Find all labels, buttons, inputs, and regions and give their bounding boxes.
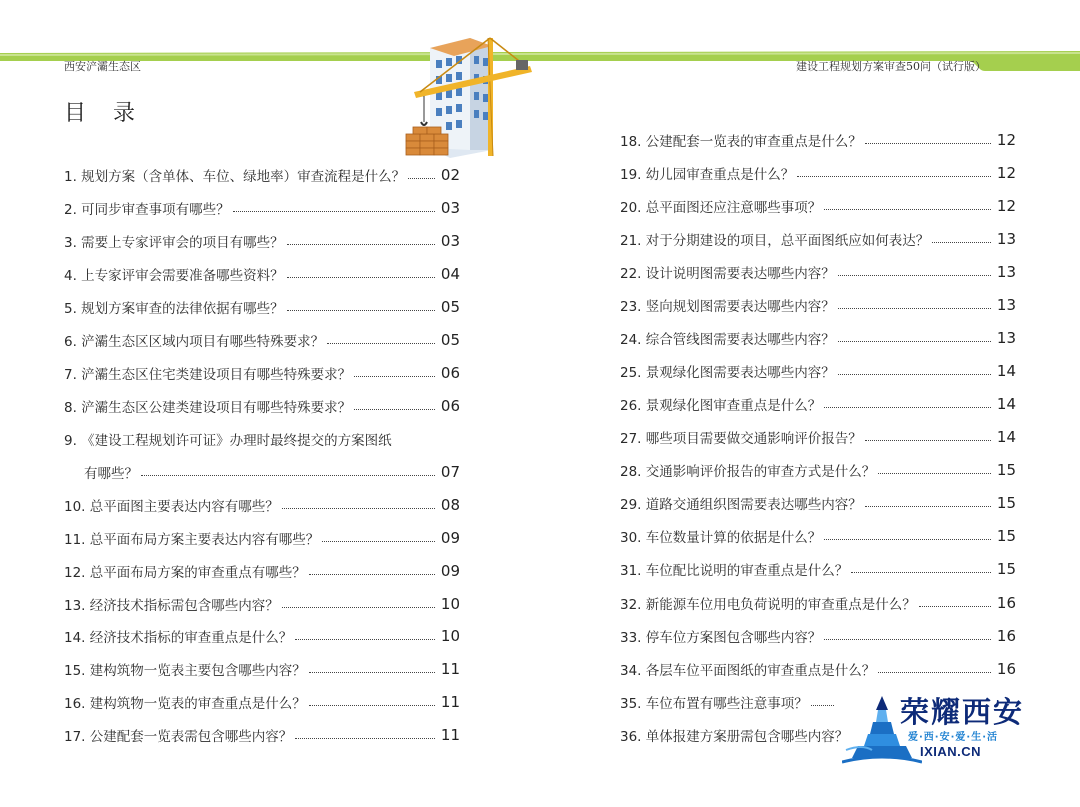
toc-entry[interactable] (64, 164, 460, 186)
toc-entry-page: 09 (440, 562, 460, 580)
toc-leader-dots (233, 211, 435, 212)
toc-entry[interactable] (64, 593, 460, 615)
toc-entry-label: 28. 交通影响评价报告的审查方式是什么？ (620, 464, 876, 480)
toc-entry-label: 1. 规划方案（含单体、车位、绿地率）审查流程是什么？ (64, 169, 406, 185)
toc-entry-label: 8. 浐灞生态区公建类建设项目有哪些特殊要求？ (64, 400, 352, 416)
toc-entry[interactable] (64, 560, 460, 582)
toc-entry-label: 4. 上专家评审会需要准备哪些资料？ (64, 268, 284, 284)
toc-entry-page: 08 (440, 496, 460, 514)
toc-entry[interactable] (620, 724, 850, 746)
toc-entry[interactable] (620, 393, 1016, 415)
toc-entry-label: 21. 对于分期建设的项目，总平面图纸应如何表达？ (620, 233, 930, 249)
toc-entry-page: 15 (996, 461, 1016, 479)
toc-entry[interactable] (620, 426, 1016, 448)
toc-leader-dots (811, 705, 834, 706)
toc-leader-dots (824, 407, 991, 408)
toc-entry-page: 05 (440, 331, 460, 349)
toc-entry-page: 12 (996, 197, 1016, 215)
toc-entry-page: 13 (996, 296, 1016, 314)
toc-leader-dots (282, 508, 435, 509)
toc-entry-label: 6. 浐灞生态区区域内项目有哪些特殊要求？ (64, 334, 325, 350)
toc-leader-dots (322, 541, 435, 542)
toc-entry[interactable] (64, 263, 460, 285)
toc-entry[interactable] (620, 195, 1016, 217)
toc-entry-page: 04 (440, 265, 460, 283)
toc-entry-page: 05 (440, 298, 460, 316)
toc-entry-page: 02 (440, 166, 460, 184)
toc-entry[interactable] (620, 294, 1016, 316)
toc-entry-label: 18. 公建配套一览表的审查重点是什么？ (620, 134, 862, 150)
toc-entry-page: 06 (440, 397, 460, 415)
toc-entry-page: 13 (996, 329, 1016, 347)
toc-entry[interactable] (620, 228, 1016, 250)
logo-url-text: IXIAN.CN (920, 744, 982, 759)
toc-entry-label: 32. 新能源车位用电负荷说明的审查重点是什么？ (620, 597, 916, 613)
toc-entry-page: 16 (996, 627, 1016, 645)
toc-leader-dots (838, 374, 991, 375)
toc-entry-page: 11 (440, 693, 460, 711)
toc-leader-dots (287, 310, 435, 311)
toc-entry-label: 16. 建构筑物一览表的审查重点是什么？ (64, 696, 306, 712)
toc-leader-dots (919, 606, 991, 607)
toc-leader-dots (141, 475, 435, 476)
toc-leader-dots (295, 738, 435, 739)
toc-entry-page: 09 (440, 529, 460, 547)
toc-leader-dots (354, 409, 435, 410)
toc-entry[interactable] (620, 261, 1016, 283)
toc-leader-dots (824, 209, 991, 210)
toc-entry-page: 06 (440, 364, 460, 382)
toc-entry-page: 03 (440, 199, 460, 217)
toc-leader-dots (824, 539, 991, 540)
toc-entry[interactable] (620, 525, 1016, 547)
toc-leader-dots (295, 639, 435, 640)
toc-leader-dots (282, 607, 435, 608)
toc-entry-label: 22. 设计说明图需要表达哪些内容？ (620, 266, 835, 282)
toc-entry-label: 30. 车位数量计算的依据是什么？ (620, 530, 822, 546)
toc-leader-dots (327, 343, 435, 344)
toc-leader-dots (932, 242, 991, 243)
toc-leader-dots (287, 277, 435, 278)
logo-main-text: 荣耀西安 (900, 695, 1025, 729)
toc-entry-label: 29. 道路交通组织图需要表达哪些内容？ (620, 497, 862, 513)
toc-entry[interactable] (620, 327, 1016, 349)
toc-entry-label: 2. 可同步审查事项有哪些？ (64, 202, 230, 218)
toc-entry[interactable] (620, 625, 1016, 647)
toc-entry-page: 14 (996, 395, 1016, 413)
toc-entry[interactable] (620, 459, 1016, 481)
toc-entry-page: 15 (996, 527, 1016, 545)
logo-sub-text: 爱·西·安·爱·生·活 (908, 732, 998, 743)
toc-leader-dots (309, 672, 435, 673)
toc-entry-label: 23. 竖向规划图需要表达哪些内容？ (620, 299, 835, 315)
toc-entry-page: 10 (440, 595, 460, 613)
toc-entry-label: 31. 车位配比说明的审查重点是什么？ (620, 563, 849, 579)
toc-leader-dots (838, 308, 991, 309)
toc-entry-label: 10. 总平面图主要表达内容有哪些？ (64, 499, 279, 515)
toc-entry[interactable] (64, 527, 460, 549)
toc-leader-dots (309, 574, 435, 575)
toc-entry-label: 11. 总平面布局方案主要表达内容有哪些？ (64, 532, 320, 548)
toc-entry[interactable] (620, 558, 1016, 580)
header-right-title: 建设工程规划方案审查50问（试行版） (796, 60, 986, 73)
toc-leader-dots (824, 639, 991, 640)
toc-entry-label: 7. 浐灞生态区住宅类建设项目有哪些特殊要求？ (64, 367, 352, 383)
toc-entry-label: 20. 总平面图还应注意哪些事项？ (620, 200, 822, 216)
toc-entry-label: 35. 车位布置有哪些注意事项？ (620, 696, 808, 712)
header-left-title: 西安浐灞生态区 (64, 60, 141, 73)
toc-entry-page: 11 (440, 660, 460, 678)
toc-entry[interactable] (64, 230, 460, 252)
toc-entry-label: 26. 景观绿化图审查重点是什么？ (620, 398, 822, 414)
toc-entry-page: 16 (996, 660, 1016, 678)
toc-entry-label: 34. 各层车位平面图纸的审查重点是什么？ (620, 663, 876, 679)
toc-entry[interactable] (84, 461, 460, 483)
ixian-logo (842, 688, 1032, 766)
toc-entry-page: 15 (996, 494, 1016, 512)
toc-leader-dots (865, 440, 991, 441)
toc-entry[interactable] (620, 360, 1016, 382)
toc-entry[interactable] (64, 691, 460, 713)
toc-leader-dots (851, 572, 991, 573)
toc-entry-page: 14 (996, 362, 1016, 380)
toc-entry-label: 13. 经济技术指标需包含哪些内容？ (64, 598, 279, 614)
page-title: 目 录 (64, 101, 145, 126)
toc-leader-dots (287, 244, 435, 245)
toc-entry[interactable] (620, 162, 1016, 184)
toc-entry-label: 14. 经济技术指标的审查重点是什么？ (64, 630, 293, 646)
toc-entry-page: 13 (996, 230, 1016, 248)
toc-entry-page: 12 (996, 164, 1016, 182)
toc-entry-page: 16 (996, 594, 1016, 612)
toc-entry[interactable] (64, 296, 460, 318)
toc-entry-label: 3. 需要上专家评审会的项目有哪些？ (64, 235, 284, 251)
toc-entry[interactable] (620, 691, 840, 713)
toc-leader-dots (865, 506, 991, 507)
toc-entry-page: 15 (996, 560, 1016, 578)
toc-entry-page: 14 (996, 428, 1016, 446)
toc-leader-dots (309, 705, 435, 706)
toc-leader-dots (878, 672, 991, 673)
toc-entry-first-line[interactable]: 9. 《建设工程规划许可证》办理时最终提交的方案图纸 (64, 433, 392, 449)
toc-entry-page: 11 (440, 726, 460, 744)
toc-leader-dots (878, 473, 991, 474)
toc-entry-page: 13 (996, 263, 1016, 281)
toc-entry-page: 10 (440, 627, 460, 645)
toc-entry[interactable] (64, 625, 460, 647)
toc-entry-page: 07 (440, 463, 460, 481)
toc-entry[interactable] (620, 592, 1016, 614)
toc-entry[interactable] (64, 658, 460, 680)
toc-entry-label: 15. 建构筑物一览表主要包含哪些内容？ (64, 663, 306, 679)
toc-leader-dots (865, 143, 991, 144)
toc-leader-dots (354, 376, 435, 377)
toc-entry[interactable] (64, 724, 460, 746)
toc-entry[interactable] (64, 362, 460, 384)
toc-entry[interactable] (620, 492, 1016, 514)
toc-entry[interactable] (620, 129, 1016, 151)
toc-entry[interactable] (64, 329, 460, 351)
toc-entry-label: 12. 总平面布局方案的审查重点有哪些？ (64, 565, 306, 581)
toc-leader-dots (838, 275, 991, 276)
toc-entry[interactable] (64, 197, 460, 219)
toc-entry-label: 33. 停车位方案图包含哪些内容？ (620, 630, 822, 646)
toc-entry-label: 25. 景观绿化图需要表达哪些内容？ (620, 365, 835, 381)
toc-leader-dots (838, 341, 991, 342)
toc-leader-dots (408, 178, 435, 179)
toc-leader-dots (797, 176, 991, 177)
toc-entry-label: 5. 规划方案审查的法律依据有哪些？ (64, 301, 284, 317)
toc-entry-label: 17. 公建配套一览表需包含哪些内容？ (64, 729, 293, 745)
toc-entry-page: 03 (440, 232, 460, 250)
toc-entry[interactable] (620, 658, 1016, 680)
building-crane-illustration (400, 30, 540, 165)
toc-entry-label: 19. 幼儿园审查重点是什么？ (620, 167, 795, 183)
toc-entry-label: 36. 单体报建方案册需包含哪些内容？ (620, 729, 849, 745)
toc-entry[interactable] (64, 494, 460, 516)
toc-entry-page: 12 (996, 131, 1016, 149)
toc-entry-label: 有哪些？ (84, 466, 138, 482)
toc-entry[interactable] (64, 395, 460, 417)
toc-entry-label: 24. 综合管线图需要表达哪些内容？ (620, 332, 835, 348)
toc-entry-label: 27. 哪些项目需要做交通影响评价报告？ (620, 431, 862, 447)
